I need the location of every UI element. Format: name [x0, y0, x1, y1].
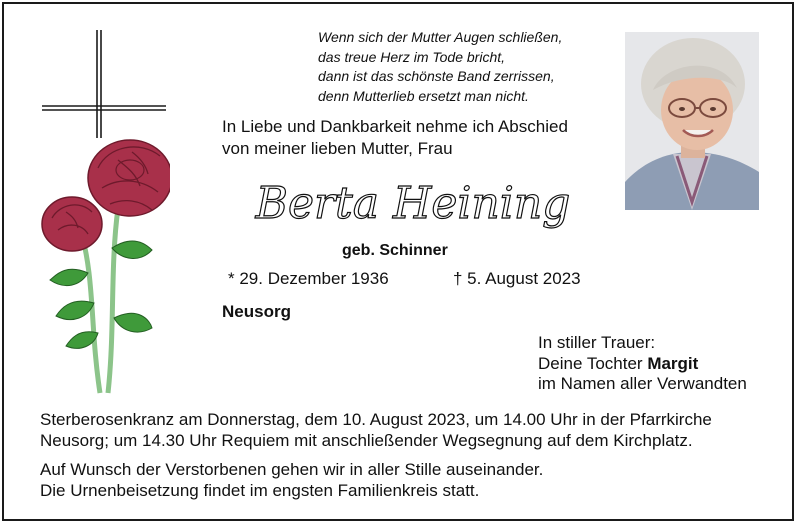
deceased-name-text: Berta Heining — [255, 178, 571, 229]
intro-line: von meiner lieben Mutter, Frau — [222, 139, 453, 158]
poem-line: das treue Herz im Tode bricht, — [318, 48, 506, 65]
birth-date: * 29. Dezember 1936 — [228, 269, 389, 288]
mourners-heading: In stiller Trauer: — [538, 333, 656, 352]
note-line: Auf Wunsch der Verstorbenen gehen wir in aller Stille auseinander. — [40, 460, 544, 479]
birth-name: geb. Schinner — [342, 242, 448, 259]
daughter-name: Margit — [647, 353, 699, 373]
note-line: Die Urnenbeisetzung findet im engsten Familienkreis statt. — [40, 481, 480, 500]
portrait-photo — [625, 32, 759, 210]
death-date: † 5. August 2023 — [453, 269, 581, 288]
poem-line: dann ist das schönste Band zerrissen, — [318, 68, 555, 84]
portrait-illustration — [625, 32, 759, 210]
service-line: Neusorg; um 14.30 Uhr Requiem mit anschließender Wegsegnung auf dem Kirchplatz. — [40, 431, 693, 450]
poem — [318, 28, 608, 106]
cross-and-roses-illustration — [40, 28, 170, 398]
mourners-daughter — [538, 354, 747, 375]
daughter-prefix: Deine Tochter — [538, 353, 648, 373]
intro-line: In Liebe und Dankbarkeit nehme ich Abschied — [222, 117, 568, 136]
cross-icon — [42, 30, 166, 138]
deceased-name — [238, 166, 588, 238]
mourners-relatives: im Namen aller Verwandten — [538, 374, 747, 393]
hometown: Neusorg — [222, 302, 291, 321]
poem-line: Wenn sich der Mutter Augen schließen, — [318, 29, 563, 45]
service-line: Sterberosenkranz am Donnerstag, dem 10. August 2023, um 14.00 Uhr in der Pfarrkirche — [40, 410, 712, 429]
intro-text — [222, 116, 602, 160]
rose-icon — [42, 140, 170, 393]
spacer — [40, 451, 780, 459]
poem-line: denn Mutterlieb ersetzt man nicht. — [318, 87, 529, 104]
mourners-block — [538, 333, 747, 395]
service-information — [40, 409, 780, 501]
